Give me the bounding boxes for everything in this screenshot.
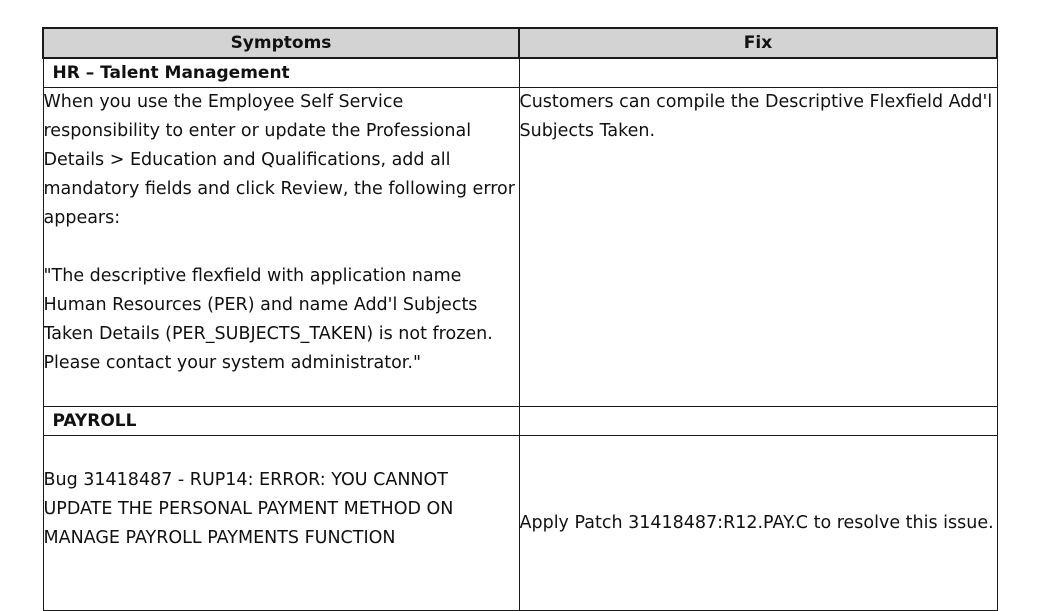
symptom-cell	[43, 436, 519, 611]
fix-cell: Customers can compile the Descriptive Flexfield Add'l Subjects Taken.	[519, 88, 997, 407]
error-message-paragraph: "The descriptive flexfield with application name Human Resources (PER) and name Add'l Subjects Taken Details (PER_SUBJECTS_TAKEN) is not frozen. Please contact your system administrator."	[43, 266, 493, 373]
section-title-payroll: PAYROLL	[43, 407, 519, 436]
symptom-paragraph: Bug 31418487 - RUP14: ERROR: YOU CANNOT UPDATE THE PERSONAL PAYMENT METHOD ON MANAGE PAYROLL PAYMENTS FUNCTION	[43, 470, 454, 548]
section-title-hr: HR – Talent Management	[43, 58, 519, 88]
section-row-hr	[43, 58, 997, 88]
fix-header: Fix	[519, 28, 997, 58]
section-empty-cell	[519, 58, 997, 88]
section-row-payroll	[43, 407, 997, 436]
symptoms-header: Symptoms	[43, 28, 519, 58]
symptom-paragraph: When you use the Employee Self Service responsibility to enter or update the Professional Details > Education and Qualifications, add all mandatory fields and click Review, the following error appears:	[43, 92, 515, 228]
table-row	[43, 88, 997, 407]
fix-cell: Apply Patch 31418487:R12.PAY.C to resolve this issue.	[519, 436, 997, 611]
table-row	[43, 436, 997, 611]
symptoms-fix-table	[42, 27, 998, 611]
section-empty-cell	[519, 407, 997, 436]
symptom-cell	[43, 88, 519, 407]
header-row	[43, 28, 997, 58]
